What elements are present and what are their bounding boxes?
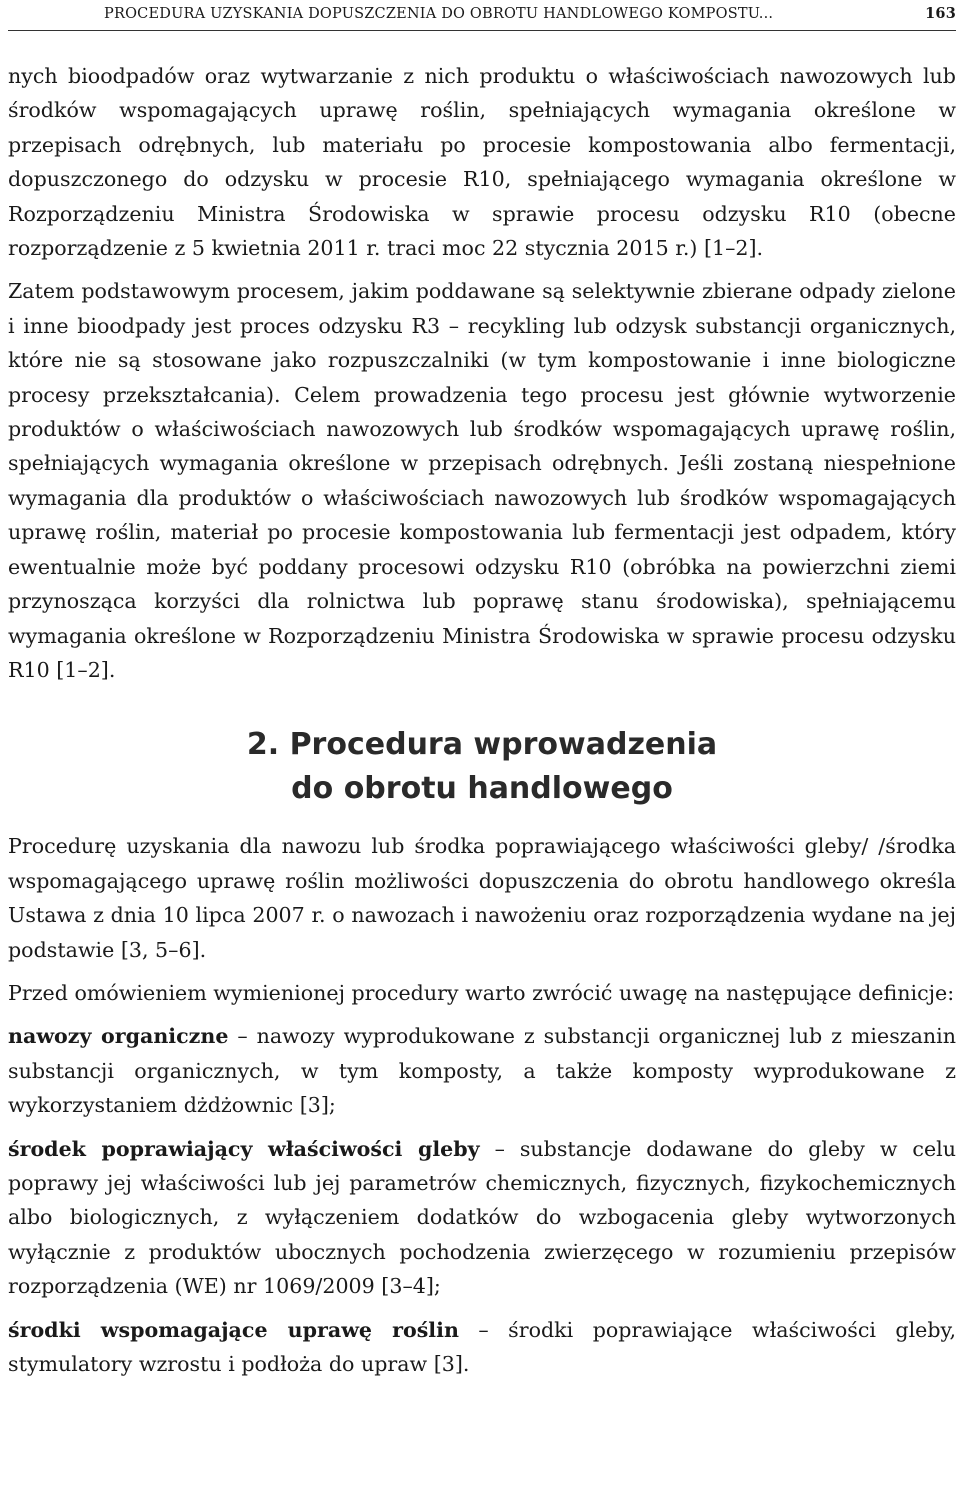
definition-text: – nawozy wyprodukowane z substancji organicznej lub z mieszanin substancji organicznych, w tym komposty, a także komposty wyprodukowane z wykorzystaniem dżdżownic [3]; (8, 1024, 957, 1118)
definition-text: – środki poprawiające właściwości gleby, stymulatory wzrostu i podłoża do upraw [3]. (8, 1317, 956, 1376)
section-heading-line-1: 2. Procedura wprowadzenia (246, 727, 718, 763)
definition-term: środki wspomagające uprawę roślin (8, 1317, 459, 1342)
paragraph-definitions-intro: Przed omówieniem wymienionej procedury warto zwrócić uwagę na następujące definicje: (8, 980, 955, 1005)
paragraph-r3-process: Zatem podstawowym procesem, jakim poddawane są selektywnie zbierane odpady zielone i inne bioodpady jest proces odzysku R3 – recykling lub odzysk substancji organicznych, które nie są stosowane jako rozpuszczalniki (w tym kompostowanie i inne biologiczne procesy przekształcania). Celem prowadzenia tego procesu jest głównie wytworzenie produktów o właściwościach nawozowych lub środków wspomagających uprawę roślin, spełniających wymagania określone w przepisach odrębnych. Jeśli zostaną niespełnione wymagania dla produktów o właściwościach nawozowych lub środków wspomagających uprawę roślin, materiał po procesie kompostowania lub fermentacji jest odpadem, który ewentualnie może być poddany procesowi odzysku R10 (obróbka na powierzchni ziemi przynosząca korzyści dla rolnictwa lub poprawę stanu środowiska), spełniającemu wymagania określone w Rozporządzeniu Ministra Środowiska w sprawie procesu odzysku R10 [1–2]. (8, 279, 956, 682)
definition-item (8, 1313, 956, 1382)
page-number: 163 (925, 5, 956, 22)
definition-text: – substancje dodawane do gleby w celu poprawy jej właściwości lub jej parametrów chemicznych, fizycznych, fizykochemicznych albo biologicznych, z wyłączeniem dodatków do wzbogacenia gleby wytworzonych wyłącznie z produktów ubocznych pochodzenia zwierzęcego w rozumieniu przepisów rozporządzenia (WE) nr 1069/2009 [3–4]; (8, 1136, 956, 1299)
body-text (8, 59, 956, 1381)
definition-item (8, 1132, 956, 1304)
running-header (8, 0, 956, 31)
section-heading (8, 723, 956, 811)
document-page (8, 0, 956, 1390)
running-header-title: PROCEDURA UZYSKANIA DOPUSZCZENIA DO OBROTU HANDLOWEGO KOMPOSTU... (104, 6, 774, 22)
paragraph-continuation: nych bioodpadów oraz wytwarzanie z nich produktu o właściwościach nawozowych lub środków wspomagających uprawę roślin, spełniających wymagania określone w przepisach odrębnych, lub materiału po procesie kompostowania albo fermentacji, dopuszczonego do odzysku w procesie R10, spełniającego wymagania określone w Rozporządzeniu Ministra Środowiska w sprawie procesu odzysku R10 (obecne rozporządzenie z 5 kwietnia 2011 r. traci moc 22 stycznia 2015 r.) [1–2]. (8, 64, 956, 261)
definition-item (8, 1019, 956, 1122)
definition-term: środek poprawiający właściwości gleby (8, 1136, 480, 1161)
paragraph-procedure: Procedurę uzyskania dla nawozu lub środka poprawiającego właściwości gleby/ /środka wspomagającego uprawę roślin możliwości dopuszczenia do obrotu handlowego określa Ustawa z dnia 10 lipca 2007 r. o nawozach i nawożeniu oraz rozporządzenia wydane na jej podstawie [3, 5–6]. (8, 834, 956, 962)
definition-term: nawozy organiczne (8, 1024, 229, 1049)
section-heading-line-2: do obrotu handlowego (291, 771, 673, 807)
